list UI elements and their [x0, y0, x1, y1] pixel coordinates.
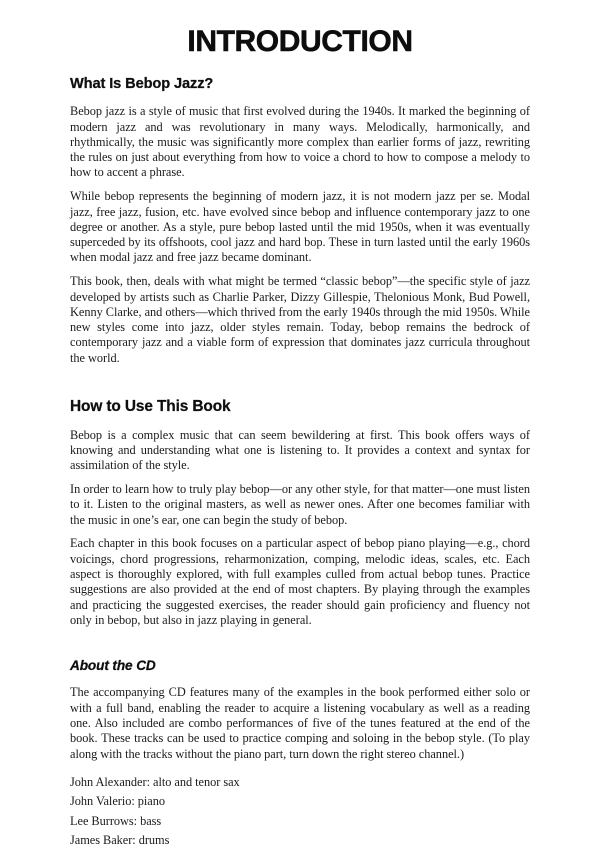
section-heading-how-to-use-this-book: How to Use This Book: [70, 398, 231, 416]
credit-list-item: Lee Burrows: bass: [70, 813, 162, 828]
paragraph: In order to learn how to truly play bebop—or any other style, for that matter—one must listen to it. Listen to the original masters, as well as newer ones. After one becomes familiar with the music in one’s ear, one can begin the study of bebop.: [70, 481, 530, 527]
paragraph: Bebop is a complex music that can seem bewildering at first. This book offers ways of knowing and understanding what one is listening to. It provides a context and syntax for assimilation of the style.: [70, 427, 530, 473]
cd-personnel-credits: [70, 762, 530, 851]
section-body-about-the-cd: [70, 674, 530, 761]
credit-list-item: John Alexander: alto and tenor sax: [70, 774, 240, 789]
paragraph: Each chapter in this book focuses on a particular aspect of bebop piano playing—e.g., chord voicings, chord progressions, reharmonization, comping, melodic ideas, scales, etc. Each aspect is thoroughly explored, with full examples culled from actual bebop tunes. Practice suggestions are also provided at the end of most chapters. By playing through the examples and practicing the suggested exercises, the reader should gain proficiency and fluency not only in bebop, but also in jazz playing in general.: [70, 536, 530, 627]
section-how-to-use-this-book: [70, 366, 530, 628]
section-what-is-bebop-jazz: [70, 58, 530, 366]
section-body-how-to-use-this-book: [70, 417, 530, 629]
credit-list-item: John Valerio: piano: [70, 794, 166, 809]
section-heading-what-is-bebop-jazz: What Is Bebop Jazz?: [70, 75, 214, 92]
section-about-the-cd: [70, 628, 530, 850]
paragraph: Bebop jazz is a style of music that first evolved during the 1940s. It marked the beginning of modern jazz and was revolutionary in many ways. Melodically, harmonically, and rhythmically, the music was significantly more complex than earlier forms of jazz, rewriting the rules on just about everything from how to voice a chord to how to compose a melody to how to accent a phrase.: [70, 104, 530, 180]
paragraph: This book, then, deals with what might be termed “classic bebop”—the specific style of jazz developed by artists such as Charlie Parker, Dizzy Gillespie, Thelonious Monk, Bud Powell, Kenny Clarke, and others—which thrived from the early 1940s through the mid 1950s. While new styles come into jazz, older styles remain. Today, bebop remains the bedrock of contemporary jazz and a viable form of expression that dominates jazz curricula throughout the world.: [70, 274, 530, 365]
section-body-what-is-bebop-jazz: [70, 93, 530, 366]
credit-list-item: James Baker: drums: [70, 833, 170, 848]
page-title: INTRODUCTION: [187, 25, 413, 58]
paragraph: The accompanying CD features many of the examples in the book performed either solo or with a full band, enabling the reader to acquire a listening vocabulary as well as a reading one. Also included are combo performances of five of the tunes featured at the end of the book. These tracks can be used to practice comping and soloing in the bebop style. (To play along with the tracks without the piano part, turn down the right stereo channel.): [70, 685, 530, 761]
section-heading-about-the-cd: About the CD: [70, 658, 156, 674]
paragraph: While bebop represents the beginning of modern jazz, it is not modern jazz per se. Modal jazz, free jazz, fusion, etc. have evolved since bebop and influence contemporary jazz to one degree or another. As a style, pure bebop lasted until the mid 1950s, when it was eventually superceded by its offshoots, cool jazz and hard bop. These in turn lasted until the early 1960s when modal jazz and free jazz became dominant.: [70, 189, 530, 265]
